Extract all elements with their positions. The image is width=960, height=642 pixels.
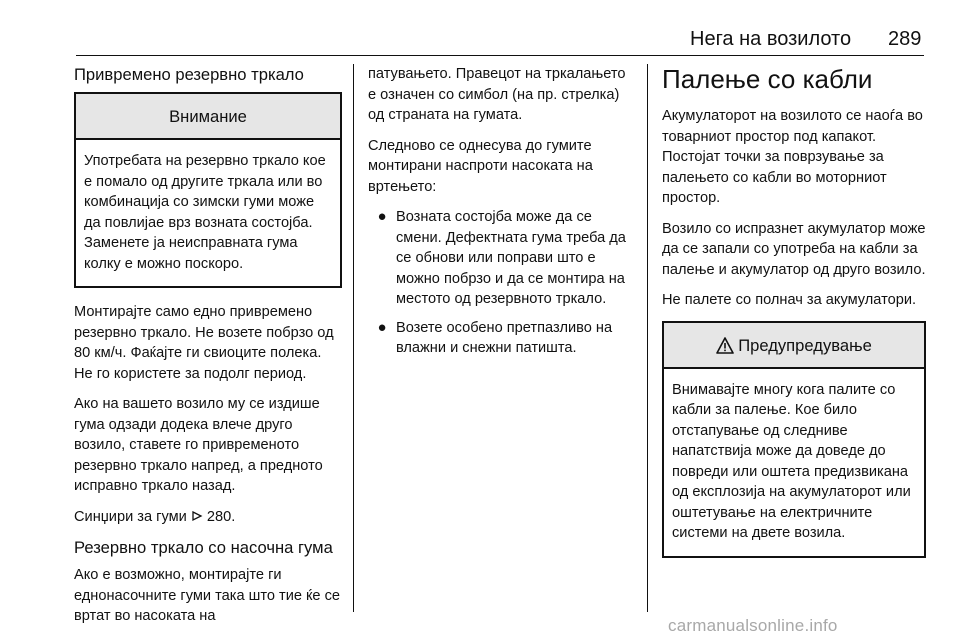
watermark-text: carmanualsonline.info (668, 616, 838, 635)
list-item (368, 207, 634, 310)
bullet-dot-icon: ● (377, 318, 387, 336)
bullet-dot-icon: ● (377, 208, 387, 225)
warning-triangle-icon (716, 337, 734, 354)
list-item (368, 318, 634, 359)
cross-reference-link[interactable]: 280. (206, 508, 236, 525)
column-divider-2 (647, 64, 648, 612)
warning-text: Внимавајте многу кога палите со кабли за палење. Кое било отстапување од следниве напатствија може да доведе до повреди или оштета предизвикана од експлозија на акумулаторот или оштетување на електричните системи на двете возила. (672, 381, 911, 541)
running-header-title: Нега на возилото (690, 28, 852, 50)
paragraph: патувањето. Правецот на тркалањето е означен со симбол (на пр. стрелка) од страната на гумата. (368, 66, 626, 123)
section-heading-directional-spare: Резервно тркало со насочна гума (74, 538, 333, 557)
caution-title: Внимание (76, 94, 340, 140)
paragraph: Монтирајте само едно привремено резервно тркало. Не возете побрзо од 80 км/ч. Фаќајте ги свиоците полека. Не го користете за подолг период. (74, 304, 334, 382)
section-heading-temporary-spare: Привремено резервно тркало (74, 65, 304, 84)
paragraph: Не палете со полнач за акумулатори. (662, 292, 917, 308)
page-reference-arrow-icon (191, 510, 203, 522)
section-heading-jump-start: Палење со кабли (662, 64, 873, 94)
column-3 (662, 64, 926, 572)
column-1 (74, 64, 342, 637)
paragraph: Ако на вашето возило му се издише гума одзади додека влече друго возило, ставете го привременото резервно тркало напред, а предното исправно тркало назад. (74, 396, 323, 494)
caution-text: Употребата на резервно тркало кое е помало од другите тркала или во комбинација со зимски гуми може да повлијае врз возната состојба. Заменете ја неисправната гума колку е можно поскоро. (84, 153, 326, 272)
bullet-list (368, 207, 634, 359)
list-item-text: Возната состојба може да се смени. Дефектната гума треба да се обнови или поправи што е можно побрзо и да се монтира на местото од резервното тркало. (396, 209, 626, 307)
paragraph: Возило со испразнет акумулатор може да се запали со употреба на кабли за палење и акумулатор од друго возило. (662, 220, 926, 278)
list-item-text: Возете особено претпазливо на влажни и снежни патишта. (396, 319, 613, 356)
column-2 (368, 64, 634, 369)
cross-reference-paragraph (74, 507, 342, 528)
paragraph: Ако е возможно, монтирајте ги еднонасочните гуми така што тие ќе се вртат во насоката на (74, 567, 341, 624)
warning-title: Предупредување (738, 335, 872, 355)
page-number: 289 (888, 28, 922, 50)
caution-box (74, 92, 342, 288)
column-divider-1 (353, 64, 354, 612)
cross-reference-text: Синџири за гуми (74, 508, 187, 525)
header-rule (76, 55, 924, 56)
paragraph: Акумулаторот на возилото се наоѓа во товарниот простор под капакот. Постојат точки за поврзување за палењето со кабли во моторниот простор. (662, 108, 923, 206)
warning-header (664, 323, 924, 369)
paragraph: Следново се однесува до гумите монтирани наспроти насоката на вртењето: (368, 137, 593, 195)
warning-box (662, 321, 926, 558)
